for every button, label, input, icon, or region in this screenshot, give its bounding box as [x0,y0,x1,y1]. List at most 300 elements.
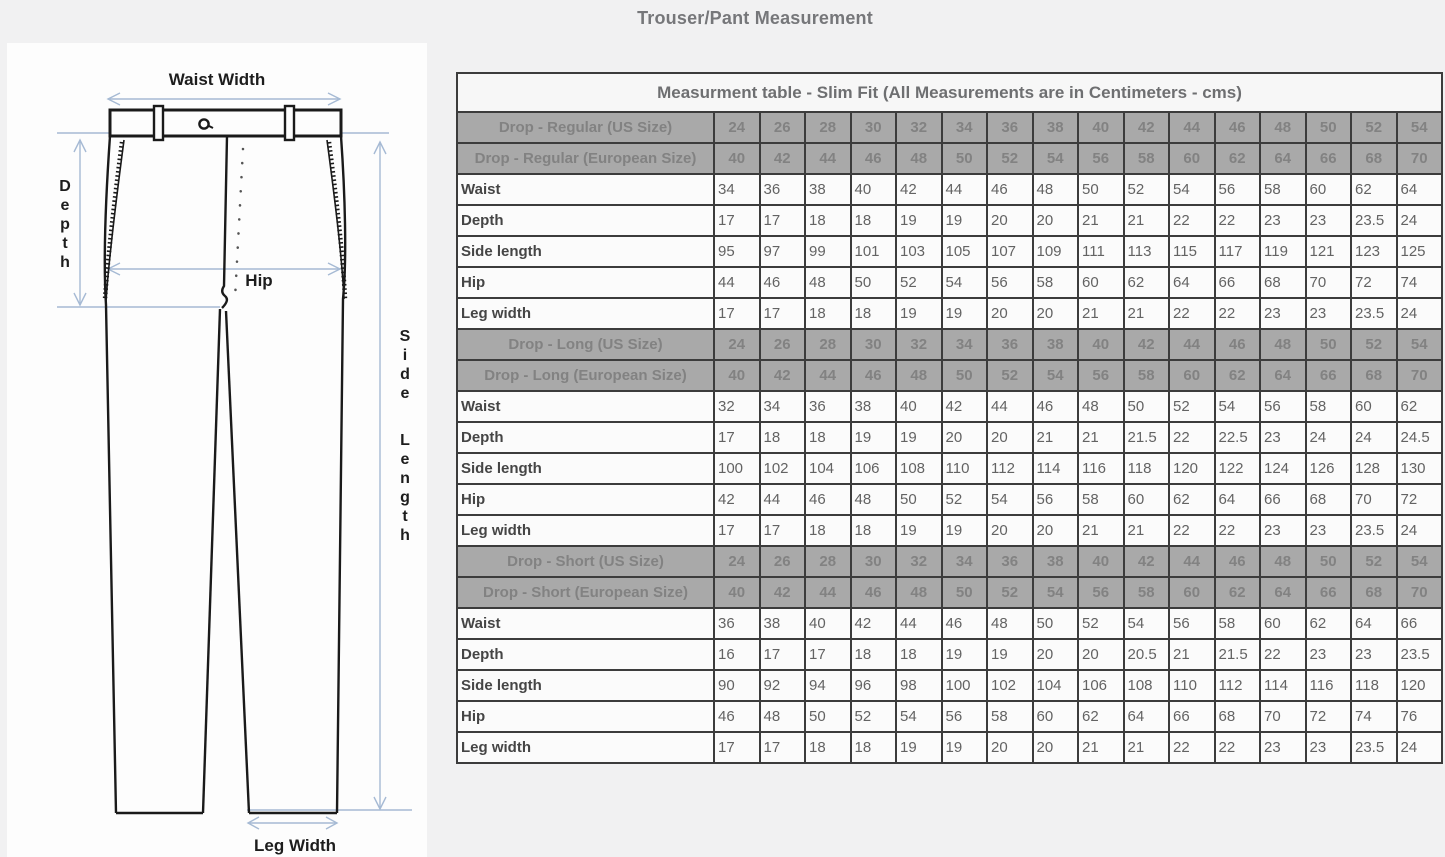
measurement-value-cell: 52 [1169,391,1215,422]
measurement-value-cell: 20 [942,422,988,453]
measurement-value-cell: 58 [1033,267,1079,298]
measurement-value-cell: 21 [1078,205,1124,236]
size-value-cell: 46 [851,577,897,608]
size-value-cell: 48 [896,577,942,608]
size-value-cell: 54 [1033,577,1079,608]
measurement-value-cell: 72 [1351,267,1397,298]
measurement-value-cell: 58 [1215,608,1261,639]
size-value-cell: 34 [942,112,988,143]
measurement-value-cell: 22.5 [1215,422,1261,453]
size-value-cell: 40 [1078,546,1124,577]
measurement-value-cell: 60 [1351,391,1397,422]
measurement-value-cell: 56 [1260,391,1306,422]
size-value-cell: 42 [1124,112,1170,143]
measurement-value-cell: 22 [1260,639,1306,670]
measurement-value-cell: 17 [760,515,806,546]
measurement-value-cell: 23 [1306,732,1352,763]
size-value-cell: 54 [1397,112,1443,143]
measurement-value-cell: 94 [805,670,851,701]
measurement-value-cell: 20 [1033,205,1079,236]
measurement-value-cell: 20 [987,298,1033,329]
side-length-label-word1: S i d e [399,328,411,402]
size-value-cell: 28 [805,329,851,360]
measurement-row [457,422,1442,453]
measurement-value-cell: 23 [1260,205,1306,236]
size-value-cell: 68 [1351,360,1397,391]
measurement-value-cell: 23 [1260,298,1306,329]
measurement-value-cell: 74 [1397,267,1443,298]
measurement-value-cell: 68 [1306,484,1352,515]
measurement-value-cell: 23 [1351,639,1397,670]
measurement-table-container [456,72,1443,764]
measurement-value-cell: 121 [1306,236,1352,267]
measurement-value-cell: 21.5 [1124,422,1170,453]
size-header-row-us [457,329,1442,360]
size-value-cell: 42 [760,360,806,391]
measurement-value-cell: 23.5 [1351,515,1397,546]
measurement-value-cell: 17 [714,205,760,236]
size-value-cell: 52 [1351,546,1397,577]
measurement-value-cell: 42 [942,391,988,422]
measurement-row [457,608,1442,639]
measurement-value-cell: 113 [1124,236,1170,267]
size-value-cell: 56 [1078,143,1124,174]
measurement-value-cell: 56 [942,701,988,732]
measurement-value-cell: 19 [987,639,1033,670]
measurement-value-cell: 103 [896,236,942,267]
measurement-label: Depth [457,422,714,453]
measurement-value-cell: 44 [896,608,942,639]
pocket-curve-right [327,140,344,299]
measurement-value-cell: 21.5 [1215,639,1261,670]
measurement-value-cell: 23 [1260,515,1306,546]
measurement-label: Hip [457,267,714,298]
measurement-value-cell: 20 [987,205,1033,236]
measurement-value-cell: 64 [1124,701,1170,732]
size-value-cell: 58 [1124,360,1170,391]
size-value-cell: 26 [760,546,806,577]
measurement-value-cell: 62 [1397,391,1443,422]
measurement-value-cell: 52 [1078,608,1124,639]
measurement-value-cell: 108 [896,453,942,484]
measurement-value-cell: 54 [942,267,988,298]
size-header-row-us [457,546,1442,577]
measurement-value-cell: 58 [1306,391,1352,422]
size-value-cell: 46 [1215,112,1261,143]
measurement-value-cell: 23.5 [1351,205,1397,236]
size-value-cell: 36 [987,112,1033,143]
leg-width-label: Leg Width [254,836,336,855]
measurement-value-cell: 104 [1033,670,1079,701]
size-value-cell: 42 [760,143,806,174]
size-value-cell: 30 [851,112,897,143]
measurement-value-cell: 112 [987,453,1033,484]
size-value-cell: 44 [1169,329,1215,360]
page-title: Trouser/Pant Measurement [637,8,873,28]
measurement-value-cell: 62 [1351,174,1397,205]
measurement-value-cell: 19 [896,298,942,329]
measurement-value-cell: 17 [714,515,760,546]
measurement-value-cell: 97 [760,236,806,267]
size-value-cell: 46 [1215,329,1261,360]
measurement-value-cell: 21 [1124,732,1170,763]
measurement-value-cell: 40 [851,174,897,205]
measurement-value-cell: 102 [987,670,1033,701]
size-value-cell: 64 [1260,143,1306,174]
size-value-cell: 34 [942,329,988,360]
size-header-label: Drop - Regular (European Size) [457,143,714,174]
size-header-row-eu [457,577,1442,608]
measurement-value-cell: 18 [896,639,942,670]
size-value-cell: 52 [987,143,1033,174]
measurement-value-cell: 120 [1169,453,1215,484]
measurement-value-cell: 18 [805,515,851,546]
measurement-value-cell: 38 [851,391,897,422]
measurement-label: Depth [457,639,714,670]
measurement-label: Leg width [457,732,714,763]
size-value-cell: 36 [987,546,1033,577]
measurement-row [457,298,1442,329]
measurement-value-cell: 23 [1306,515,1352,546]
size-value-cell: 46 [851,360,897,391]
size-value-cell: 44 [805,360,851,391]
measurement-value-cell: 46 [760,267,806,298]
measurement-value-cell: 20 [1078,639,1124,670]
measurement-value-cell: 42 [714,484,760,515]
size-header-label: Drop - Long (European Size) [457,360,714,391]
measurement-value-cell: 24 [1351,422,1397,453]
hip-label: Hip [245,271,273,290]
measurement-value-cell: 123 [1351,236,1397,267]
measurement-value-cell: 20 [1033,298,1079,329]
measurement-value-cell: 50 [896,484,942,515]
size-value-cell: 54 [1397,329,1443,360]
measurement-value-cell: 70 [1260,701,1306,732]
measurement-value-cell: 60 [1078,267,1124,298]
size-value-cell: 50 [942,143,988,174]
measurement-value-cell: 44 [942,174,988,205]
measurement-value-cell: 50 [1078,174,1124,205]
measurement-value-cell: 21 [1033,422,1079,453]
measurement-value-cell: 99 [805,236,851,267]
measurement-value-cell: 109 [1033,236,1079,267]
size-value-cell: 46 [851,143,897,174]
table-title: Measurment table - Slim Fit (All Measurements are in Centimeters - cms) [457,73,1442,112]
belt-loop-right [285,106,294,140]
measurement-value-cell: 18 [805,205,851,236]
size-value-cell: 40 [1078,112,1124,143]
size-value-cell: 26 [760,112,806,143]
measurement-value-cell: 122 [1215,453,1261,484]
trouser-diagram-drawing [7,43,427,857]
size-value-cell: 40 [714,143,760,174]
size-value-cell: 50 [1306,329,1352,360]
measurement-value-cell: 52 [851,701,897,732]
measurement-value-cell: 107 [987,236,1033,267]
measurement-value-cell: 23 [1260,732,1306,763]
size-value-cell: 28 [805,112,851,143]
measurement-row [457,484,1442,515]
measurement-row [457,205,1442,236]
measurement-row [457,236,1442,267]
size-value-cell: 56 [1078,360,1124,391]
measurement-value-cell: 18 [851,515,897,546]
measurement-value-cell: 22 [1215,205,1261,236]
measurement-label: Side length [457,670,714,701]
measurement-value-cell: 48 [1078,391,1124,422]
measurement-value-cell: 24.5 [1397,422,1443,453]
measurement-value-cell: 56 [1215,174,1261,205]
measurement-value-cell: 20 [1033,515,1079,546]
size-value-cell: 54 [1033,143,1079,174]
measurement-value-cell: 50 [805,701,851,732]
measurement-value-cell: 22 [1215,732,1261,763]
measurement-value-cell: 34 [714,174,760,205]
measurement-value-cell: 64 [1397,174,1443,205]
size-value-cell: 24 [714,112,760,143]
measurement-value-cell: 20 [1033,732,1079,763]
size-value-cell: 42 [1124,329,1170,360]
size-value-cell: 60 [1169,143,1215,174]
size-value-cell: 48 [1260,546,1306,577]
measurement-value-cell: 44 [760,484,806,515]
size-value-cell: 70 [1397,577,1443,608]
measurement-value-cell: 36 [760,174,806,205]
size-value-cell: 68 [1351,577,1397,608]
size-value-cell: 24 [714,546,760,577]
measurement-value-cell: 32 [714,391,760,422]
measurement-value-cell: 24 [1397,205,1443,236]
measurement-value-cell: 19 [942,732,988,763]
size-value-cell: 50 [942,577,988,608]
size-value-cell: 58 [1124,577,1170,608]
measurement-value-cell: 74 [1351,701,1397,732]
measurement-value-cell: 22 [1169,732,1215,763]
measurement-label: Waist [457,608,714,639]
measurement-value-cell: 19 [942,298,988,329]
size-header-label: Drop - Long (US Size) [457,329,714,360]
measurement-value-cell: 72 [1306,701,1352,732]
measurement-value-cell: 100 [714,453,760,484]
measurement-label: Depth [457,205,714,236]
size-value-cell: 40 [714,360,760,391]
size-value-cell: 48 [1260,112,1306,143]
size-value-cell: 46 [1215,546,1261,577]
measurement-value-cell: 23 [1306,298,1352,329]
measurement-row [457,670,1442,701]
measurement-value-cell: 19 [942,515,988,546]
measurement-value-cell: 52 [942,484,988,515]
measurement-value-cell: 21 [1078,515,1124,546]
measurement-value-cell: 17 [760,732,806,763]
measurement-value-cell: 46 [987,174,1033,205]
size-value-cell: 50 [1306,546,1352,577]
measurement-row [457,453,1442,484]
measurement-value-cell: 16 [714,639,760,670]
measurement-value-cell: 18 [805,732,851,763]
measurement-value-cell: 126 [1306,453,1352,484]
measurement-value-cell: 106 [851,453,897,484]
measurement-value-cell: 48 [1033,174,1079,205]
size-value-cell: 60 [1169,577,1215,608]
measurement-value-cell: 116 [1306,670,1352,701]
size-value-cell: 64 [1260,577,1306,608]
measurement-value-cell: 24 [1397,515,1443,546]
measurement-value-cell: 60 [1260,608,1306,639]
size-value-cell: 68 [1351,143,1397,174]
measurement-value-cell: 102 [760,453,806,484]
measurement-value-cell: 19 [942,639,988,670]
measurement-value-cell: 48 [805,267,851,298]
measurement-label: Waist [457,391,714,422]
measurement-value-cell: 62 [1124,267,1170,298]
size-header-label: Drop - Short (US Size) [457,546,714,577]
measurement-value-cell: 42 [851,608,897,639]
size-value-cell: 70 [1397,143,1443,174]
size-value-cell: 34 [942,546,988,577]
measurement-value-cell: 54 [1124,608,1170,639]
measurement-value-cell: 62 [1078,701,1124,732]
measurement-value-cell: 23.5 [1351,732,1397,763]
measurement-value-cell: 76 [1397,701,1443,732]
measurement-value-cell: 48 [987,608,1033,639]
measurement-value-cell: 52 [1124,174,1170,205]
size-value-cell: 26 [760,329,806,360]
measurement-value-cell: 110 [1169,670,1215,701]
measurement-value-cell: 22 [1169,422,1215,453]
size-value-cell: 52 [1351,329,1397,360]
measurement-label: Waist [457,174,714,205]
measurement-value-cell: 19 [896,732,942,763]
measurement-value-cell: 58 [1078,484,1124,515]
measurement-value-cell: 105 [942,236,988,267]
measurement-value-cell: 18 [851,298,897,329]
measurement-value-cell: 21 [1124,298,1170,329]
measurement-value-cell: 46 [1033,391,1079,422]
size-value-cell: 32 [896,329,942,360]
size-value-cell: 66 [1306,360,1352,391]
measurement-value-cell: 108 [1124,670,1170,701]
measurement-value-cell: 60 [1306,174,1352,205]
size-value-cell: 38 [1033,329,1079,360]
measurement-value-cell: 118 [1351,670,1397,701]
size-value-cell: 56 [1078,577,1124,608]
measurement-row [457,174,1442,205]
size-value-cell: 52 [987,360,1033,391]
measurement-value-cell: 20 [987,515,1033,546]
measurement-value-cell: 23 [1260,422,1306,453]
measurement-value-cell: 110 [942,453,988,484]
measurement-value-cell: 48 [760,701,806,732]
measurement-value-cell: 54 [1215,391,1261,422]
size-value-cell: 52 [1351,112,1397,143]
size-header-row-eu [457,360,1442,391]
measurement-value-cell: 70 [1351,484,1397,515]
measurement-value-cell: 114 [1033,453,1079,484]
measurement-label: Hip [457,484,714,515]
measurement-value-cell: 18 [760,422,806,453]
measurement-value-cell: 19 [942,205,988,236]
measurement-value-cell: 125 [1397,236,1443,267]
measurement-value-cell: 23.5 [1351,298,1397,329]
measurement-value-cell: 46 [714,701,760,732]
measurement-value-cell: 46 [942,608,988,639]
size-value-cell: 30 [851,329,897,360]
measurement-value-cell: 92 [760,670,806,701]
measurement-value-cell: 66 [1169,701,1215,732]
measurement-row [457,639,1442,670]
measurement-value-cell: 130 [1397,453,1443,484]
depth-label: D e p t h [59,178,71,271]
size-value-cell: 66 [1306,143,1352,174]
measurement-value-cell: 101 [851,236,897,267]
measurement-value-cell: 46 [805,484,851,515]
size-value-cell: 38 [1033,546,1079,577]
size-value-cell: 50 [942,360,988,391]
measurement-value-cell: 56 [987,267,1033,298]
size-value-cell: 66 [1306,577,1352,608]
measurement-value-cell: 34 [760,391,806,422]
size-value-cell: 36 [987,329,1033,360]
measurement-value-cell: 17 [714,298,760,329]
size-value-cell: 42 [760,577,806,608]
measurement-label: Side length [457,453,714,484]
measurement-value-cell: 115 [1169,236,1215,267]
measurement-value-cell: 117 [1215,236,1261,267]
measurement-value-cell: 56 [1169,608,1215,639]
measurement-value-cell: 17 [714,422,760,453]
measurement-value-cell: 66 [1260,484,1306,515]
size-value-cell: 48 [896,360,942,391]
size-value-cell: 48 [1260,329,1306,360]
measurement-value-cell: 62 [1306,608,1352,639]
measurement-value-cell: 22 [1215,515,1261,546]
size-value-cell: 70 [1397,360,1443,391]
measurement-value-cell: 40 [896,391,942,422]
size-value-cell: 32 [896,546,942,577]
measurement-value-cell: 60 [1033,701,1079,732]
size-value-cell: 24 [714,329,760,360]
measurement-value-cell: 60 [1124,484,1170,515]
measurement-value-cell: 64 [1169,267,1215,298]
size-value-cell: 62 [1215,360,1261,391]
size-value-cell: 42 [1124,546,1170,577]
trouser-outline [105,106,345,813]
measurement-value-cell: 50 [1033,608,1079,639]
size-value-cell: 62 [1215,143,1261,174]
measurement-value-cell: 116 [1078,453,1124,484]
measurement-value-cell: 52 [896,267,942,298]
belt-loop-left [154,106,163,140]
size-value-cell: 40 [1078,329,1124,360]
measurement-value-cell: 23.5 [1397,639,1443,670]
measurement-value-cell: 111 [1078,236,1124,267]
measurement-value-cell: 56 [1033,484,1079,515]
size-value-cell: 44 [1169,546,1215,577]
measurement-value-cell: 68 [1260,267,1306,298]
size-value-cell: 62 [1215,577,1261,608]
measurement-value-cell: 48 [851,484,897,515]
measurement-value-cell: 54 [896,701,942,732]
size-value-cell: 52 [987,577,1033,608]
size-value-cell: 58 [1124,143,1170,174]
measurement-value-cell: 22 [1169,205,1215,236]
measurement-value-cell: 22 [1169,515,1215,546]
measurement-value-cell: 68 [1215,701,1261,732]
measurement-row [457,515,1442,546]
measurement-value-cell: 21 [1124,205,1170,236]
measurement-value-cell: 50 [851,267,897,298]
